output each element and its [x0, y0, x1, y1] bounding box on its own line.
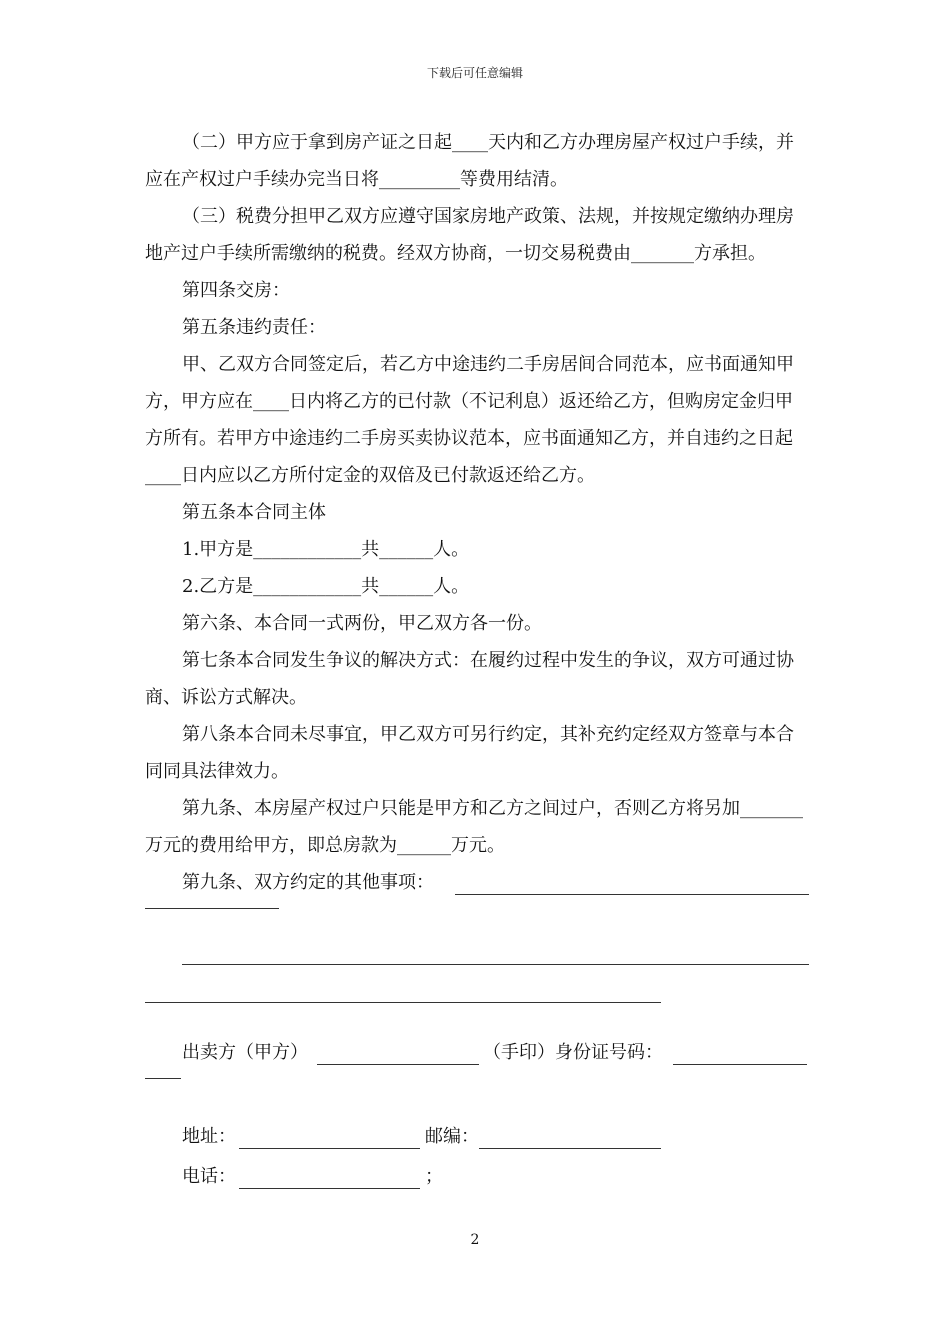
seller-label: 出卖方（甲方）	[182, 1042, 308, 1063]
other-matters-blank-2[interactable]	[145, 908, 279, 909]
clause-transfer-procedure: （二）甲方应于拿到房产证之日起____天内和乙方办理房屋产权过户手续，并应在产权过户手续办完当日将_________等费用结清。	[145, 132, 794, 190]
page-number: 2	[470, 1232, 480, 1248]
clause-supplementary: 第八条本合同未尽事宜，甲乙双方可另行约定，其补充约定经双方签章与本合同同具法律效力。	[145, 724, 794, 782]
clause-handover-heading: 第四条交房：	[182, 280, 290, 301]
clause-copies: 第六条、本合同一式两份，甲乙双方各一份。	[182, 613, 542, 634]
address-line	[145, 1118, 809, 1158]
id-number-continuation	[145, 1074, 809, 1114]
address-blank[interactable]	[239, 1148, 420, 1149]
phone-end-mark: ；	[425, 1166, 443, 1187]
document-body	[145, 124, 809, 1198]
clause-transfer-restriction: 第九条、本房屋产权过户只能是甲方和乙方之间过户，否则乙方将另加_______万元的费用给甲方，即总房款为______万元。	[145, 798, 803, 856]
other-matters-line	[145, 864, 809, 904]
page-header: 下载后可任意编辑	[426, 66, 523, 80]
clause-tax-sharing: （三）税费分担甲乙双方应遵守国家房地产政策、法规，并按规定缴纳办理房地产过户手续所需缴纳的税费。经双方协商，一切交易税费由_______方承担。	[145, 206, 794, 264]
blank-line-1[interactable]	[182, 964, 809, 965]
blank-line-row	[145, 944, 809, 984]
id-number-blank-2[interactable]	[145, 1078, 181, 1079]
seller-signature-line	[145, 1034, 809, 1074]
blank-line-row-2	[145, 984, 809, 1024]
seller-name-blank[interactable]	[317, 1064, 479, 1065]
other-matters-label: 第九条、双方约定的其他事项：	[182, 872, 434, 893]
id-number-blank[interactable]	[673, 1064, 807, 1065]
party-b-line: 2.乙方是____________共______人。	[182, 576, 470, 597]
id-number-label: （手印）身份证号码：	[483, 1042, 663, 1063]
blank-line-2[interactable]	[145, 1002, 661, 1003]
clause-breach-heading: 第五条违约责任：	[182, 317, 326, 338]
phone-label: 电话：	[182, 1166, 236, 1187]
clause-parties-heading: 第五条本合同主体	[182, 502, 326, 523]
other-matters-blank[interactable]	[455, 894, 809, 895]
postcode-label: 邮编：	[425, 1126, 479, 1147]
other-matters-continuation	[145, 904, 809, 944]
postcode-blank[interactable]	[479, 1148, 661, 1149]
party-a-line: 1.甲方是____________共______人。	[182, 539, 470, 560]
phone-blank[interactable]	[239, 1188, 420, 1189]
clause-disputes: 第七条本合同发生争议的解决方式：在履约过程中发生的争议，双方可通过协商、诉讼方式解决。	[145, 650, 794, 708]
clause-breach-body: 甲、乙双方合同签定后，若乙方中途违约二手房居间合同范本，应书面通知甲方，甲方应在____日内将乙方的已付款（不记利息）返还给乙方，但购房定金归甲方所有。若甲方中途违约二手房买卖协议范本，应书面通知乙方，并自违约之日起____日内应以乙方所付定金的双倍及已付款返还给乙方。	[145, 354, 794, 486]
address-label: 地址：	[182, 1126, 236, 1147]
phone-line	[145, 1158, 809, 1198]
